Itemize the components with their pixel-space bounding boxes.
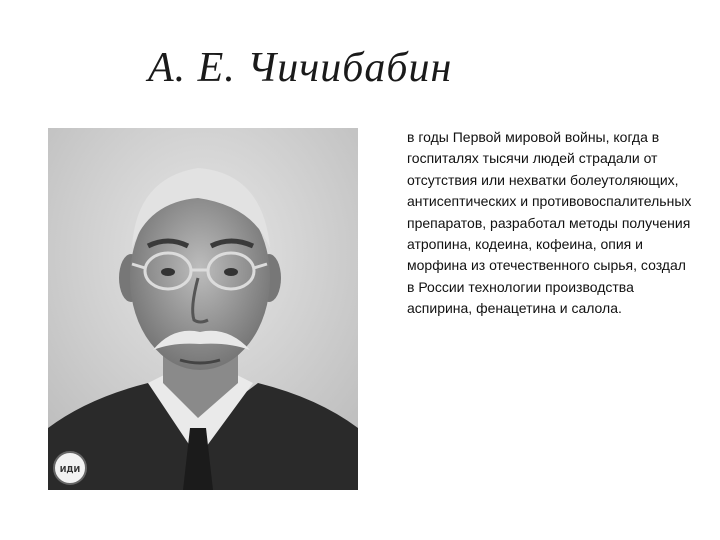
slide-title: А. Е. Чичибабин [148, 45, 453, 91]
portrait-photo [48, 128, 358, 490]
watermark-emblem-icon [54, 452, 86, 484]
slide-body-text: в годы Первой мировой войны, когда в госпиталях тысячи людей страдали от отсутствия или нехватки болеутоляющих, антисептических и противовоспалительных препаратов, разработал методы получения атропина, кодеина, кофеина, опия и морфина из отечественного сырья, создал в России технологии производства аспирина, фенацетина и салола. [407, 129, 692, 317]
svg-text:ИДИ: ИДИ [59, 465, 81, 474]
